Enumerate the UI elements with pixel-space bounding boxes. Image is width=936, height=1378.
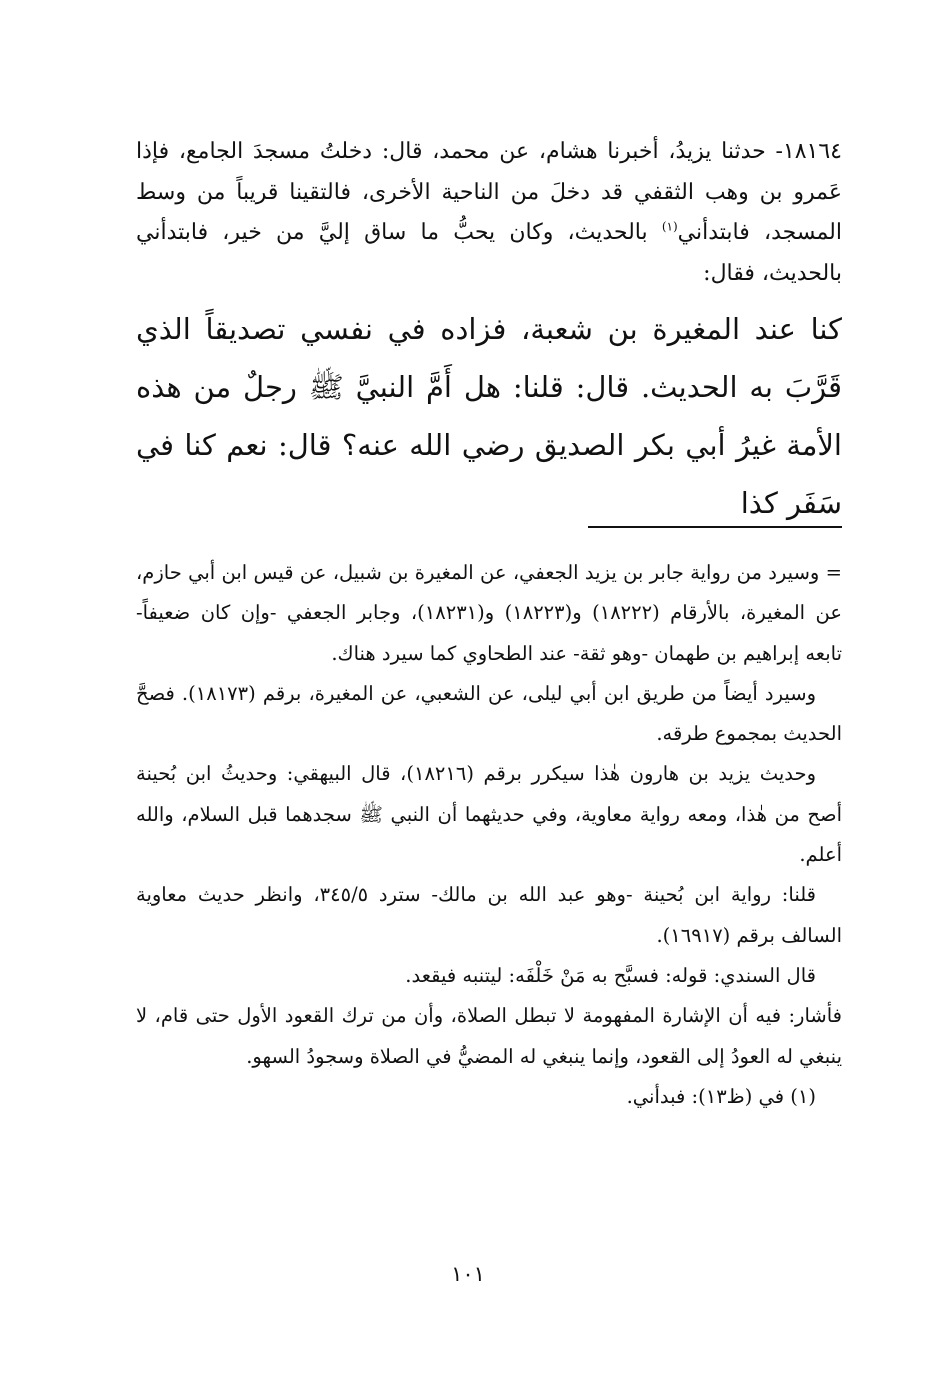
hadith-section	[136, 132, 842, 532]
footnote-divider	[588, 526, 842, 528]
note-2: وسيرد أيضاً من طريق ابن أبي ليلى، عن الشعبي، عن المغيرة، برقم (١٨١٧٣). فصحَّ الحديث بمجموع طرقه.	[136, 681, 842, 746]
hadith-intro	[136, 132, 842, 294]
footnote-1: (١) في (ظ١٣): فبدأني.	[626, 1084, 816, 1108]
note-4: قلنا: رواية ابن بُحينة -وهو عبد الله بن مالك- سترد ٣٤٥/٥، وانظر حديث معاوية السالف برقم (١٦٩١٧).	[136, 883, 842, 947]
note-1: = وسيرد من رواية جابر بن يزيد الجعفي، عن المغيرة بن شبيل، عن قيس ابن أبي حازم، عن المغيرة، بالأرقام (١٨٢٢٢) و(١٨٢٢٣) و(١٨٢٣١)، وجابر الجعفي -وإن كان ضعيفاً- تابعه إبراهيم بن طهمان -وهو ثقة- عند الطحاوي كما سيرد هناك.	[136, 561, 842, 665]
footnotes	[136, 553, 842, 1117]
note-6: فأشار: فيه أن الإشارة المفهومة لا تبطل الصلاة، وأن من ترك القعود الأول حتى قام، لا ينبغي له العودُ إلى القعود، وإنما ينبغي له المضيُّ في الصلاة وسجودُ السهو.	[136, 1004, 842, 1068]
hadith-text: كنا عند المغيرة بن شعبة، فزاده في نفسي تصديقاً الذي قَرَّبَ به الحديث. قال: قلنا: هل أَمَّ النبيَّ ﷺ رجلٌ من هذه الأمة غيرُ أبي بكر الصديق رضي الله عنه؟ قال: نعم كنا في سَفَر كذا	[136, 312, 842, 520]
hadith-intro-b: بالحديث، وكان يحبُّ ما ساق إليَّ من خير، فابتدأني بالحديث، فقال:	[136, 220, 842, 286]
note-3: وحديث يزيد بن هارون هٰذا سيكرر برقم (١٨٢١٦)، قال البيهقي: وحديثُ ابن بُحينة أصح من هٰذا، ومعه رواية معاوية، وفي حديثهما أن النبي ﷺ سجدهما قبل السلام، والله أعلم.	[136, 762, 842, 867]
hadith-intro-a: ١٨١٦٤- حدثنا يزيدُ، أخبرنا هشام، عن محمد، قال: دخلتُ مسجدَ الجامع، فإذا عَمرو بن وهب الثقفي قد دخلَ من الناحية الأخرى، فالتقينا قريباً من وسط المسجد، فابتدأني	[136, 139, 842, 245]
footnote-marker[interactable]: (١)	[661, 219, 678, 234]
note-5: قال السندي: قوله: فسبَّح به مَنْ خَلْفَه: ليتنبه فيقعد.	[405, 963, 816, 987]
page-number: ١٠١	[451, 1262, 485, 1286]
